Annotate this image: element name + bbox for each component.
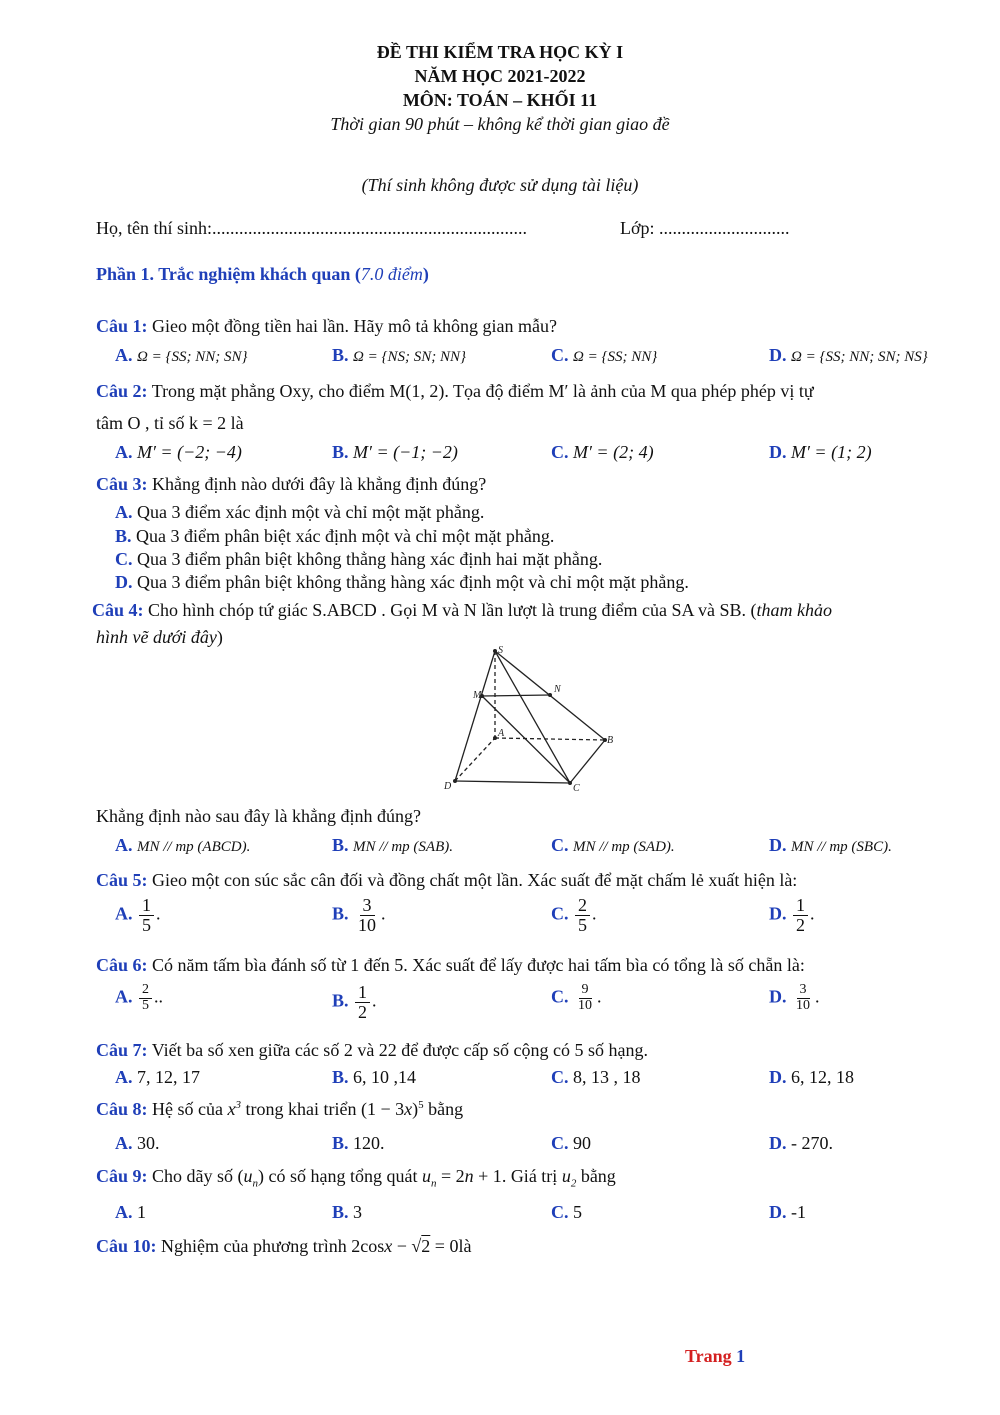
q5-option-a[interactable]: A. $\frac{1}{5}$ .: [115, 895, 161, 935]
student-name-field[interactable]: Họ, tên thí sinh:......................................................................: [96, 218, 527, 238]
q2-option-b[interactable]: B. M′ = (−1; −2): [332, 442, 458, 462]
q6-option-a[interactable]: A. $\frac{2}{5}$ ..: [115, 982, 163, 1013]
question-2-cont: tâm O , tỉ số k = 2 là: [96, 413, 244, 433]
part-title: Phần 1. Trắc nghiệm khách quan (7.0 điểm): [96, 264, 429, 284]
subject: MÔN: TOÁN – KHỐI 11: [402, 90, 598, 110]
q3-option-c[interactable]: C. Qua 3 điểm phân biệt không thẳng hàng xác định hai mặt phẳng.: [115, 549, 603, 569]
question-2: Câu 2: Trong mặt phẳng Oxy, cho điểm M(1, 2). Tọa độ điểm M′ là ảnh của M qua phép phép vị tự: [96, 381, 814, 401]
exam-title: ĐỀ THI KIỂM TRA HỌC KỲ I: [376, 42, 624, 62]
question-3: Câu 3: Khẳng định nào dưới đây là khẳng định đúng?: [96, 474, 487, 494]
q2-option-a[interactable]: A. M′ = (−2; −4): [115, 442, 242, 462]
label-d: D: [444, 781, 452, 792]
q3-option-a[interactable]: A. Qua 3 điểm xác định một và chỉ một mặt phẳng.: [115, 502, 485, 522]
time-limit: Thời gian 90 phút – không kể thời gian giao đề: [330, 114, 670, 134]
question-9: Câu 9: Cho dãy số $(u_n)$ có số hạng tổng quát $u_n = 2n + 1$. Giá trị $u_2$ bằng: [96, 1166, 616, 1190]
question-1: Câu 1: Gieo một đồng tiền hai lần. Hãy mô tả không gian mẫu?: [96, 316, 557, 336]
q7-option-b[interactable]: B. 6, 10 ,14: [332, 1067, 417, 1087]
q5-option-c[interactable]: C. $\frac{2}{5}$ .: [551, 895, 597, 935]
pyramid-figure: [440, 643, 620, 793]
q1-option-b[interactable]: B. Ω = {NS; SN; NN}: [332, 345, 466, 365]
q6-option-d[interactable]: D. $\frac{3}{10}$ .: [769, 982, 820, 1013]
q1-option-a[interactable]: A. Ω = {SS; NN; SN}: [115, 345, 248, 365]
q4-option-d[interactable]: D. MN // mp (SBC).: [769, 835, 892, 855]
q2-option-c[interactable]: C. M′ = (2; 4): [551, 442, 654, 462]
student-class-field[interactable]: Lớp: .............................: [620, 218, 790, 238]
question-4-prompt: Khẳng định nào sau đây là khẳng định đúng?: [96, 806, 421, 826]
q1-option-c[interactable]: C. Ω = {SS; NN}: [551, 345, 658, 365]
q5-option-b[interactable]: B. $\frac{3}{10}$ .: [332, 895, 386, 935]
q9-option-c[interactable]: C. 5: [551, 1202, 582, 1222]
q7-option-a[interactable]: A. 7, 12, 17: [115, 1067, 200, 1087]
question-8: Câu 8: Hệ số của $x^3$ trong khai triển $(1 - 3x)^5$ bằng: [96, 1099, 464, 1119]
label-c: C: [573, 783, 580, 793]
q6-option-c[interactable]: C. $\frac{9}{10}$ .: [551, 982, 602, 1013]
question-4: Câu 4: Cho hình chóp tứ giác S.ABCD . Gọi M và N lần lượt là trung điểm của SA và SB. (tham khảo: [92, 600, 832, 620]
q5-option-d[interactable]: D. $\frac{1}{2}$ .: [769, 895, 815, 935]
instruction-note: (Thí sinh không được sử dụng tài liệu): [361, 175, 639, 195]
q8-option-a[interactable]: A. 30.: [115, 1133, 160, 1153]
question-6: Câu 6: Có năm tấm bìa đánh số từ 1 đến 5. Xác suất để lấy được hai tấm bìa có tổng là số chẵn là:: [96, 955, 805, 975]
label-m: M: [473, 690, 482, 701]
label-s: S: [498, 645, 503, 656]
q4-option-c[interactable]: C. MN // mp (SAD).: [551, 835, 675, 855]
label-b: B: [607, 735, 614, 746]
q7-option-c[interactable]: C. 8, 13 , 18: [551, 1067, 641, 1087]
q1-option-d[interactable]: D. Ω = {SS; NN; SN; NS}: [769, 345, 928, 365]
question-4-cont: hình vẽ dưới đây): [96, 627, 223, 647]
q8-option-d[interactable]: D. - 270.: [769, 1133, 833, 1153]
question-7: Câu 7: Viết ba số xen giữa các số 2 và 22 để được cấp số cộng có 5 số hạng.: [96, 1040, 649, 1060]
q4-option-b[interactable]: B. MN // mp (SAB).: [332, 835, 453, 855]
q9-option-d[interactable]: D. -1: [769, 1202, 806, 1222]
q3-option-d[interactable]: D. Qua 3 điểm phân biệt không thẳng hàng xác định một và chỉ một mặt phẳng.: [115, 572, 689, 592]
label-a: A: [498, 728, 505, 739]
q3-option-b[interactable]: B. Qua 3 điểm phân biệt xác định một và chỉ một mặt phẳng.: [115, 526, 555, 546]
q6-option-b[interactable]: B. $\frac{1}{2}$ .: [332, 982, 377, 1022]
question-5: Câu 5: Gieo một con súc sắc cân đối và đồng chất một lần. Xác suất để mặt chấm lẻ xuất hiện là:: [96, 870, 798, 890]
q8-option-c[interactable]: C. 90: [551, 1133, 591, 1153]
label-n: N: [554, 684, 561, 695]
question-10: Câu 10: Nghiệm của phương trình 2cosx − √2 = 0là: [96, 1236, 472, 1256]
q2-option-d[interactable]: D. M′ = (1; 2): [769, 442, 872, 462]
q4-option-a[interactable]: A. MN // mp (ABCD).: [115, 835, 251, 855]
q7-option-d[interactable]: D. 6, 12, 18: [769, 1067, 854, 1087]
page-number: Trang 1: [685, 1346, 746, 1366]
school-year: NĂM HỌC 2021-2022: [414, 66, 586, 86]
q9-option-a[interactable]: A. 1: [115, 1202, 146, 1222]
q9-option-b[interactable]: B. 3: [332, 1202, 363, 1222]
q8-option-b[interactable]: B. 120.: [332, 1133, 385, 1153]
